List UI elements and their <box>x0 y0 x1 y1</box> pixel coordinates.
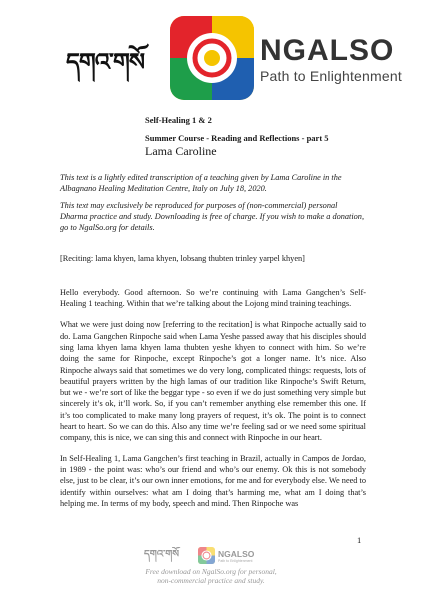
title-block <box>145 114 385 158</box>
author-name: Lama Caroline <box>145 144 217 158</box>
footer-emblem-icon <box>198 547 215 564</box>
intro-note: This text is a lightly edited transcription of a teaching given by Lama Caroline in the Albagnano Healing Meditation Centre, Italy on July 18, 2020. <box>60 173 342 194</box>
ngalso-emblem-icon <box>170 16 254 100</box>
page-number: 1 <box>357 535 362 545</box>
copyright-note: This text may exclusively be reproduced for purposes of (non-commercial) personal Dharma practice and study. Downloading is free of charge. If you wish to make a donation, go to NgalSo.org for details. <box>60 200 365 233</box>
body-paragraph: In Self-Healing 1, Lama Gangchen’s first teaching in Brazil, actually in Campos de Jordao, in 1989 - the point was: who’s our friend and who’s our enemy. Ok this is not somebody else, just to be clear, it’s our own inner emotions, for me and for everybody else. We need to identify within ourselves: what am I doing that’s harming me, what am I doing that’s helping me. In terms of my body, speech and mind. Then Rinpoche was <box>60 453 366 508</box>
brand-tagline: Path to Enlightenment <box>260 68 402 84</box>
footer-note <box>120 567 302 585</box>
brand-block <box>260 36 402 84</box>
document-body <box>60 172 366 518</box>
header-logo <box>0 6 421 106</box>
footer-note-line: Free download on NgalSo.org for personal, <box>145 567 277 576</box>
course-title: Self-Healing 1 & 2 <box>145 115 212 125</box>
tibetan-logo-text: དགའ་གསོ <box>66 48 145 76</box>
body-paragraph: What we were just doing now [referring to the recitation] is what Rinpoche actually said to do. Lama Gangchen Rinpoche said when Lama Yeshe passed away that his disciples should sing lama khyen lama khyen lama thubten yeshe khyen to connect with him. So we’re doing the same for Rinpoche, except Rinpoche’s got a longer name. It’s nice. Also Rinpoche always said that sometimes we do very long, complicated things: requests, lots of beautiful prayers written by the high lamas of our tradition like Rinpoche’s Swift Return, but we - we’re sort of like the beggar type - so even if we do just something very simple but sincerely it’s ok, it’ll work. So, if you can’t remember anything else remember this one. If it’s too complicated to make many long prayers of request, it’s ok. The point is to connect heart to heart. So we can do this. Also any time we’re feeling sad or we need some spiritual company, this is nice, we can sing this and connect with Rinpoche in our heart. <box>60 320 366 443</box>
footer-tibetan-logo: དགའ་གསོ <box>144 549 180 560</box>
course-subtitle: Summer Course - Reading and Reflections - part 5 <box>145 133 329 143</box>
footer-brand-tagline: Path to Enlightenment <box>218 559 253 563</box>
reciting-line: [Reciting: lama khyen, lama khyen, lobsang thubten trinley yarpel khyen] <box>60 254 305 264</box>
footer-brand <box>218 549 254 563</box>
footer <box>0 547 421 595</box>
footer-note-line: non-commercial practice and study. <box>157 576 265 585</box>
brand-name: NGALSO <box>260 34 395 67</box>
footer-brand-name: NGALSO <box>218 549 255 559</box>
body-paragraph: Hello everybody. Good afternoon. So we’re continuing with Lama Gangchen’s Self-Healing 1 teaching. Within that we’re talking about the Lojong mind training teachings. <box>60 287 366 309</box>
